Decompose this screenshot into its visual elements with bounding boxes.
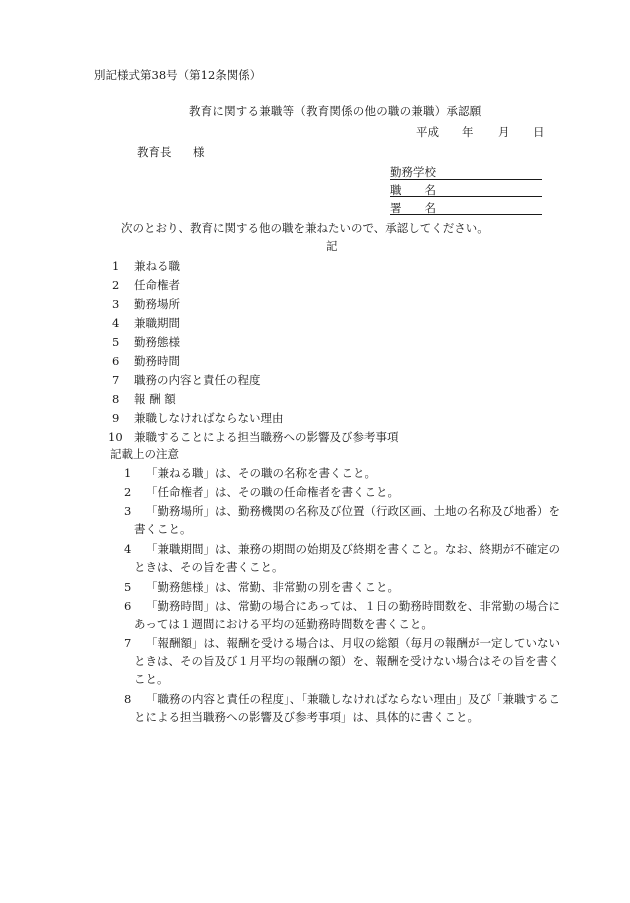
list-item-label: 勤務態様: [134, 335, 180, 349]
list-item-label: 任命権者: [134, 278, 180, 292]
list-item-label: 兼職期間: [134, 316, 180, 330]
date-day: 日: [533, 125, 545, 139]
document-title: 教育に関する兼職等（教育関係の他の職の兼職）承認願: [189, 104, 482, 118]
note-text: ときは、その旨を書くこと。: [134, 560, 284, 574]
note-text: 「兼ねる職」は、その職の名称を書くこと。: [146, 466, 376, 480]
list-item-label: 勤務場所: [134, 297, 180, 311]
ki-heading: 記: [326, 239, 338, 253]
note-text: 「職務の内容と責任の程度」、「兼職しなければならない理由」及び「兼職するこ: [146, 692, 560, 706]
school-field-line: [390, 179, 542, 180]
note-text: 「報酬額」は、報酬を受ける場合は、月収の総額（毎月の報酬が一定していない: [146, 636, 560, 650]
note-number: 7: [124, 636, 132, 650]
list-item-number: 8: [112, 392, 120, 406]
list-item-label: 兼職しなければならない理由: [134, 411, 284, 425]
note-text: こと。: [134, 672, 169, 686]
list-item-label: 兼ねる職: [134, 259, 180, 273]
note-text: 「勤務場所」は、勤務機関の名称及び位置（行政区画、土地の名称及び地番）を: [146, 504, 560, 518]
list-item-number: 7: [112, 373, 120, 387]
notes-heading: 記載上の注意: [110, 447, 179, 461]
list-item-number: 6: [112, 354, 120, 368]
list-item-label: 勤務時間: [134, 354, 180, 368]
addressee-honorific: 様: [193, 145, 205, 159]
note-number: 8: [124, 692, 132, 706]
position-field-label: 職 名: [390, 183, 436, 197]
list-item-label: 報 酬 額: [134, 392, 176, 406]
date-month: 月: [498, 125, 510, 139]
signature-field-label: 署 名: [390, 201, 436, 215]
list-item-number: 5: [112, 335, 120, 349]
note-text: 書くこと。: [134, 522, 192, 536]
note-text: とによる担当職務への影響及び参考事項」は、具体的に書くこと。: [134, 710, 479, 724]
list-item-number: 1: [112, 259, 120, 273]
note-number: 2: [124, 485, 132, 499]
note-text: 「勤務態様」は、常勤、非常勤の別を書くこと。: [146, 580, 399, 594]
list-item-label: 兼職することによる担当職務への影響及び参考事項: [134, 430, 399, 444]
note-text: あっては１週間における平均の延勤務時間数を書くこと。: [134, 617, 433, 631]
list-item-label: 職務の内容と責任の程度: [134, 373, 261, 387]
note-number: 4: [124, 542, 132, 556]
list-item-number: 9: [112, 411, 120, 425]
addressee-name: 教育長: [137, 145, 172, 159]
list-item-number: 10: [108, 430, 123, 444]
intro-text: 次のとおり、教育に関する他の職を兼ねたいので、承認してください。: [121, 221, 489, 235]
form-reference: 別記様式第38号（第12条関係）: [94, 68, 262, 82]
position-field-line: [390, 196, 542, 197]
note-number: 5: [124, 580, 132, 594]
note-number: 6: [124, 599, 132, 613]
school-field-label: 勤務学校: [390, 165, 436, 179]
list-item-number: 3: [112, 297, 120, 311]
list-item-number: 4: [112, 316, 120, 330]
list-item-number: 2: [112, 278, 120, 292]
note-text: 「兼職期間」は、兼務の期間の始期及び終期を書くこと。なお、終期が不確定の: [146, 542, 560, 556]
note-number: 3: [124, 504, 132, 518]
date-era: 平成: [416, 125, 439, 139]
signature-field-line: [390, 214, 542, 215]
note-number: 1: [124, 466, 132, 480]
date-year: 年: [462, 125, 474, 139]
note-text: 「任命権者」は、その職の任命権者を書くこと。: [146, 485, 399, 499]
note-text: ときは、その旨及び１月平均の報酬の額）を、報酬を受けない場合はその旨を書く: [134, 654, 560, 668]
note-text: 「勤務時間」は、常勤の場合にあっては、１日の勤務時間数を、非常勤の場合に: [146, 599, 560, 613]
